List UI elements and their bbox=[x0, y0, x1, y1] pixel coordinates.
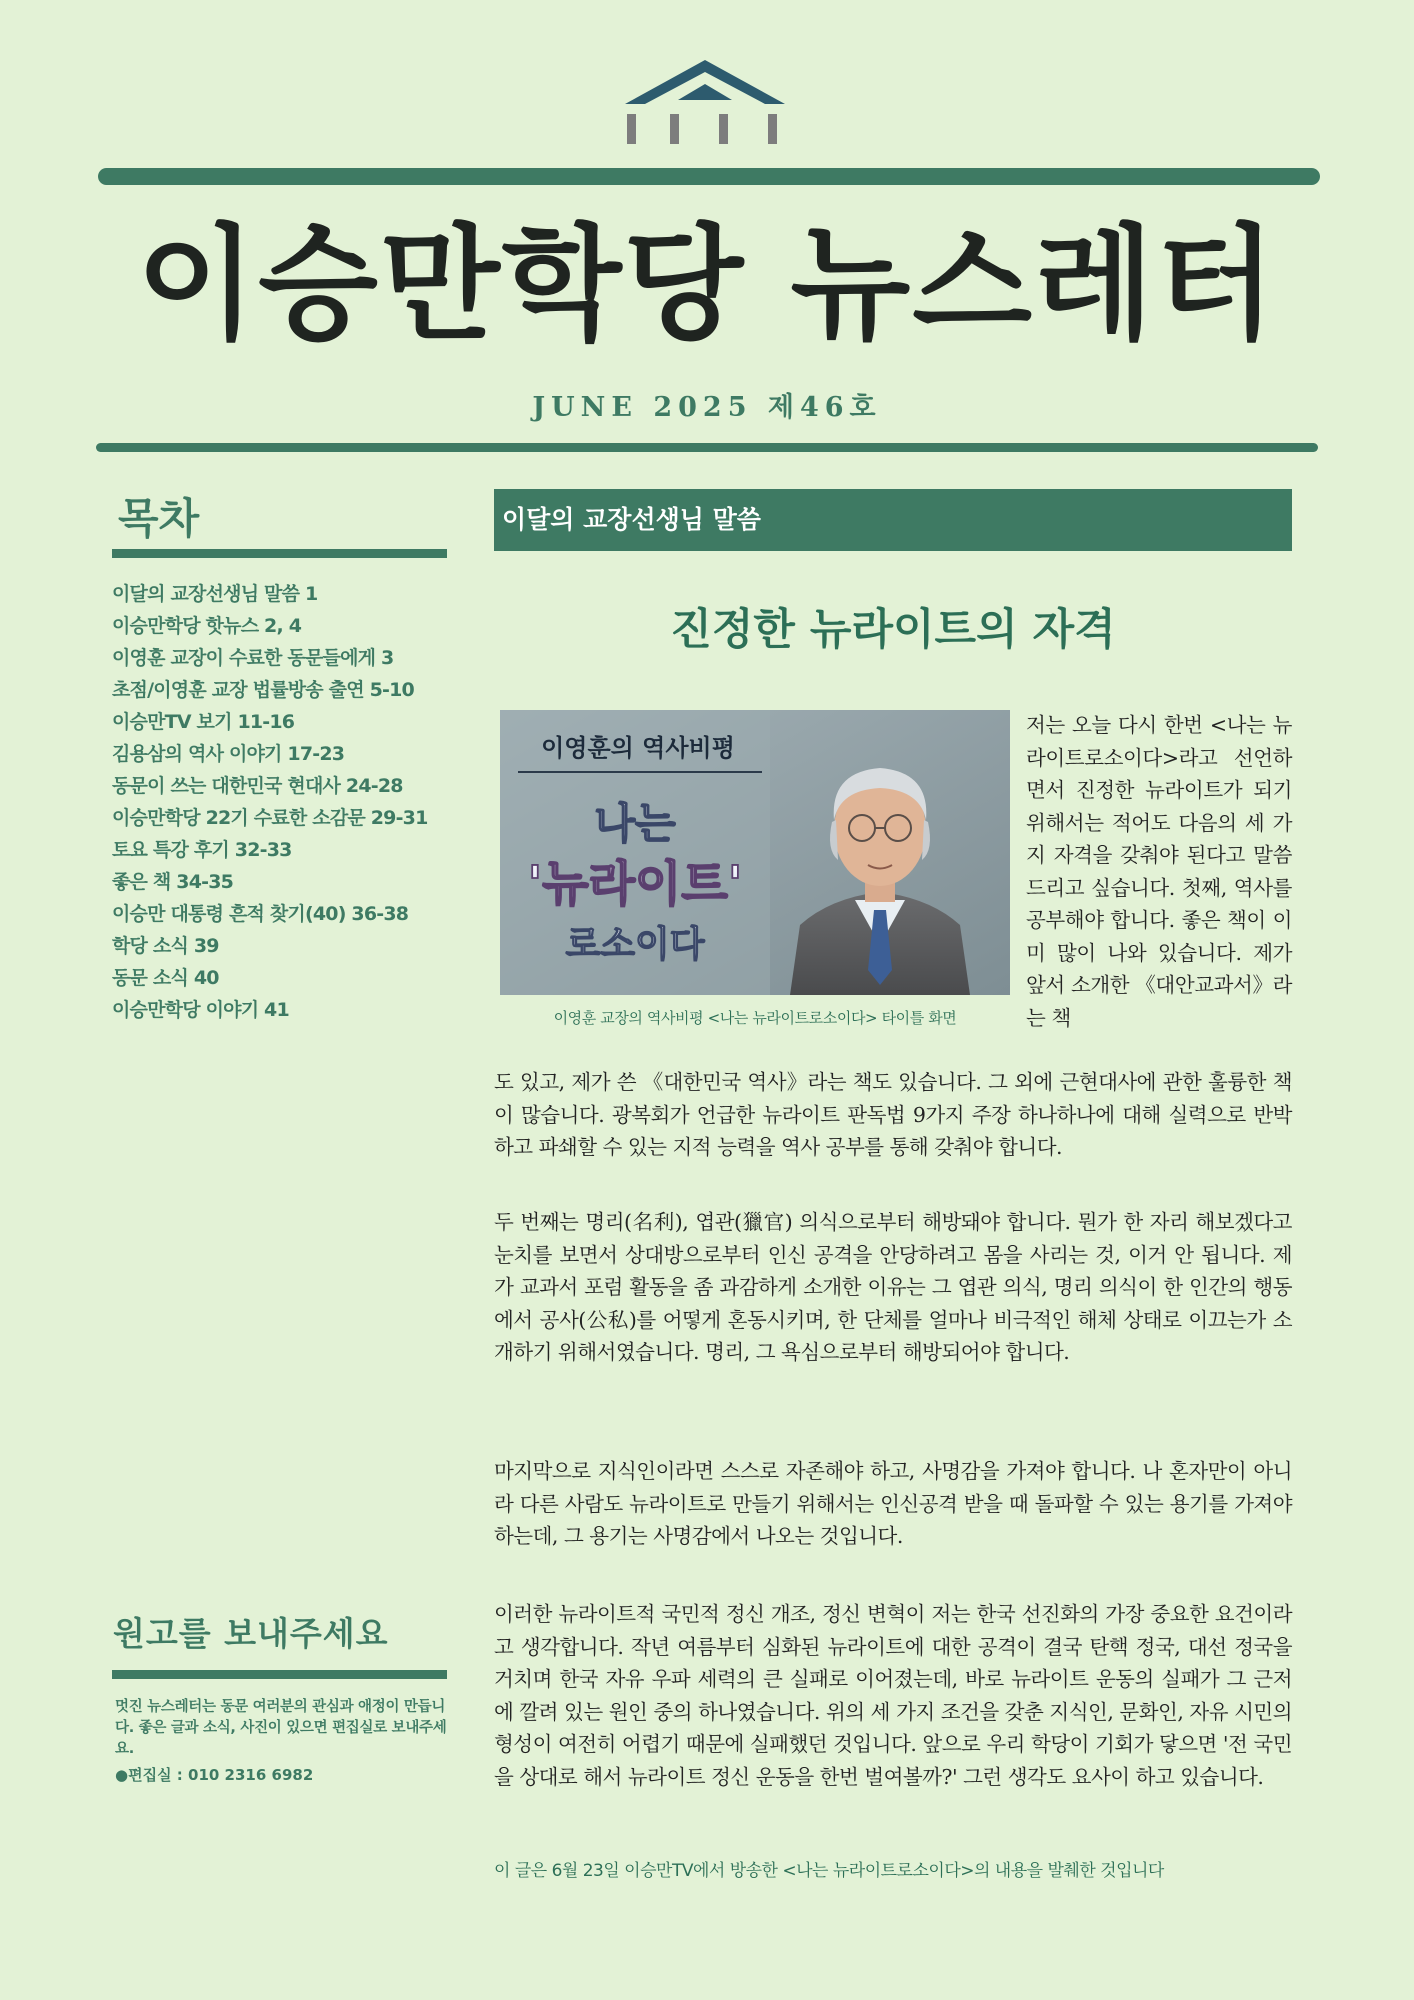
toc-item[interactable]: 이승만학당 이야기 41 bbox=[112, 999, 289, 1021]
toc-item[interactable]: 동문이 쓰는 대한민국 현대사 24-28 bbox=[112, 775, 403, 797]
article-wrap-column bbox=[1026, 709, 1292, 1034]
article-paragraph-1: 도 있고, 제가 쓴 《대한민국 역사》라는 책도 있습니다. 그 외에 근현대사에 관한 훌륭한 책이 많습니다. 광복회가 언급한 뉴라이트 판독법 9가지 주장 하나하나에 대해 실력으로 반박하고 파쇄할 수 있는 지적 능력을 역사 공부를 통해 갖춰야 합니다. bbox=[494, 1070, 1292, 1159]
toc-heading: 목차 bbox=[118, 494, 200, 543]
article-paragraph-4-block bbox=[494, 1598, 1292, 1793]
toc-item[interactable]: 이승만학당 22기 수료한 소감문 29-31 bbox=[112, 807, 428, 829]
toc-item[interactable]: 토요 특강 후기 32-33 bbox=[112, 839, 292, 861]
article-photo bbox=[500, 710, 1010, 995]
video-title-screen bbox=[500, 710, 1010, 995]
photo-title-line3: 로소이다 bbox=[565, 924, 705, 965]
submission-heading: 원고를 보내주세요 bbox=[113, 1614, 389, 1653]
submission-contact: ●편집실 : 010 2316 6982 bbox=[115, 1766, 314, 1784]
article-paragraph-3: 마지막으로 지식인이라면 스스로 자존해야 하고, 사명감을 가져야 합니다. 나 혼자만이 아니라 다른 사람도 뉴라이트로 만들기 위해서는 인신공격 받을 때 돌파할 수 있는 용기를 가져야 하는데, 그 용기는 사명감에서 나오는 것입니다. bbox=[494, 1459, 1292, 1548]
header-bottom-rule bbox=[96, 443, 1318, 452]
toc-item[interactable]: 동문 소식 40 bbox=[112, 967, 219, 989]
photo-title-line1: 나는 bbox=[594, 799, 676, 848]
toc-item[interactable]: 좋은 책 34-35 bbox=[112, 871, 234, 893]
school-logo bbox=[620, 56, 790, 146]
photo-title-line2: '뉴라이트' bbox=[527, 856, 743, 912]
photo-caption: 이영훈 교장의 역사비평 <나는 뉴라이트로소이다> 타이틀 화면 bbox=[553, 1009, 957, 1027]
toc-item[interactable]: 이승만TV 보기 11-16 bbox=[112, 711, 295, 733]
article-paragraph-4: 이러한 뉴라이트적 국민적 정신 개조, 정신 변혁이 저는 한국 선진화의 가장 중요한 요건이라고 생각합니다. 작년 여름부터 심화된 뉴라이트에 대한 공격이 결국 탄핵 정국, 대선 정국을 거치며 한국 자유 우파 세력의 큰 실패로 이어졌는데, 바로 뉴라이트 운동의 실패가 그 근저에 깔려 있는 원인 중의 하나였습니다. 위의 세 가지 조건을 갖춘 지식인, 문화인, 자유 시민의 형성이 여전히 어렵기 때문에 실패했던 것입니다. 앞으로 우리 학당이 기회가 닿으면 '전 국민을 상대로 해서 뉴라이트 정신 운동을 한번 벌여볼까?' 그런 생각도 요사이 하고 있습니다. bbox=[494, 1602, 1292, 1789]
article-paragraph-1-block bbox=[494, 1066, 1292, 1164]
article-paragraph-2: 두 번째는 명리(名利), 엽관(獵官) 의식으로부터 해방돼야 합니다. 뭔가 한 자리 해보겠다고 눈치를 보면서 상대방으로부터 인신 공격을 안당하려고 몸을 사리는 것, 이거 안 됩니다. 제가 교과서 포럼 활동을 좀 과감하게 소개한 이유는 그 엽관 의식, 명리 의식이 한 인간의 행동에서 공사(公私)를 어떻게 혼동시키며, 한 단체를 얼마나 비극적인 해체 상태로 이끄는가 소개하기 위해서였습니다. 명리, 그 욕심으로부터 해방되어야 합니다. bbox=[494, 1210, 1292, 1364]
toc-list bbox=[112, 578, 452, 1026]
photo-series-label: 이영훈의 역사비평 bbox=[541, 734, 735, 762]
toc-item[interactable]: 이승만학당 핫뉴스 2, 4 bbox=[112, 615, 302, 637]
newsletter-title: 이승만학당 뉴스레터 bbox=[136, 213, 1278, 357]
toc-item[interactable]: 이달의 교장선생님 말씀 1 bbox=[112, 583, 318, 605]
article-title: 진정한 뉴라이트의 자격 bbox=[670, 605, 1116, 655]
issue-label: JUNE 2025 제46호 bbox=[532, 392, 882, 423]
submission-divider bbox=[112, 1670, 447, 1679]
article-intro-paragraph: 저는 오늘 다시 한번 <나는 뉴라이트로소이다>라고 선언하면서 진정한 뉴라이트가 되기 위해서는 적어도 다음의 세 가지 자격을 갖춰야 된다고 말씀드리고 싶습니다. 첫째, 역사를 공부해야 합니다. 좋은 책이 이미 많이 나와 있습니다. 제가 앞서 소개한 《대안교과서》라는 책 bbox=[1026, 713, 1292, 1030]
building-logo-icon bbox=[620, 56, 790, 146]
toc-item[interactable]: 이영훈 교장이 수료한 동문들에게 3 bbox=[112, 647, 394, 669]
section-banner: 이달의 교장선생님 말씀 bbox=[494, 489, 1292, 551]
article-paragraph-2-block bbox=[494, 1206, 1292, 1369]
toc-item[interactable]: 이승만 대통령 흔적 찾기(40) 36-38 bbox=[112, 903, 409, 925]
toc-item[interactable]: 초점/이영훈 교장 법률방송 출연 5-10 bbox=[112, 679, 414, 701]
submission-body: 멋진 뉴스레터는 동문 여러분의 관심과 애정이 만듭니다. 좋은 글과 소식, 사진이 있으면 편집실로 보내주세요. bbox=[115, 1699, 447, 1757]
article-paragraph-3-block bbox=[494, 1455, 1292, 1553]
toc-item[interactable]: 김용삼의 역사 이야기 17-23 bbox=[112, 743, 345, 765]
article-footnote: 이 글은 6월 23일 이승만TV에서 방송한 <나는 뉴라이트로소이다>의 내용을 발췌한 것입니다 bbox=[494, 1861, 1164, 1881]
header-top-rule bbox=[98, 168, 1320, 185]
toc-item[interactable]: 학당 소식 39 bbox=[112, 935, 219, 957]
toc-divider bbox=[112, 549, 447, 558]
